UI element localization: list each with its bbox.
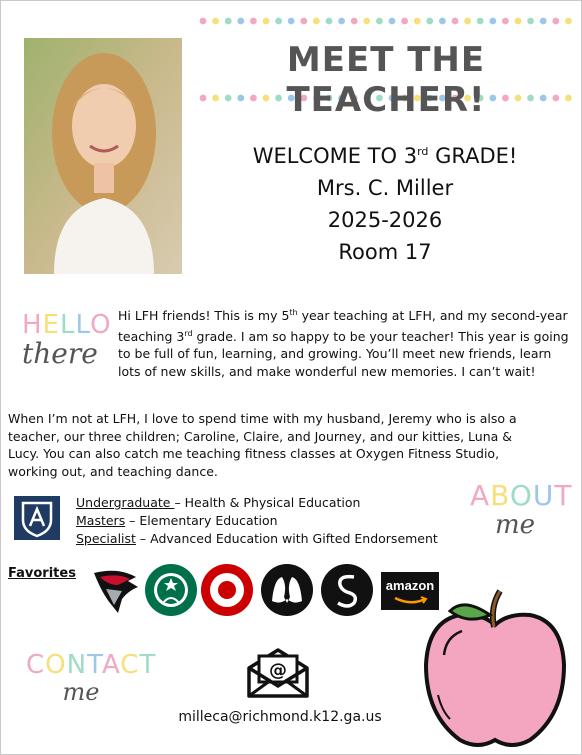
letter: T <box>554 479 573 512</box>
me-word: me <box>494 510 536 540</box>
amazon-wordmark: amazon <box>385 578 435 593</box>
decor-dot <box>414 18 421 25</box>
there-word: there <box>22 337 98 370</box>
education-list <box>76 494 486 548</box>
teacher-name: Mrs. C. Miller <box>316 176 454 200</box>
welcome-line: WELCOME TO 3rd GRADE! <box>252 144 518 168</box>
letter: C <box>120 650 140 680</box>
about-word <box>470 479 573 512</box>
decor-dot <box>300 18 307 25</box>
room-number: Room 17 <box>338 240 432 264</box>
contact-letters <box>26 650 156 680</box>
lululemon-logo <box>260 563 314 617</box>
decor-dot <box>250 18 257 25</box>
decor-dot <box>212 18 219 25</box>
me-word: me <box>62 678 100 706</box>
decor-dot <box>313 18 320 25</box>
decor-dot <box>489 18 496 25</box>
about-me-graphic <box>470 479 573 540</box>
decor-dot <box>275 18 282 25</box>
contact-word <box>26 650 157 680</box>
envelope-icon <box>245 648 311 698</box>
decor-dot <box>200 18 207 25</box>
decor-dot <box>502 18 509 25</box>
welcome-block <box>205 136 565 268</box>
decor-dot <box>263 18 270 25</box>
letter: E <box>42 310 60 340</box>
letter: A <box>101 650 121 680</box>
letter: L <box>75 310 91 340</box>
decor-dot <box>452 18 459 25</box>
education-item: Specialist – Advanced Education with Gifted Endorsement <box>76 531 438 546</box>
about-letters <box>470 479 573 512</box>
decor-dot <box>326 18 333 25</box>
personal-paragraph: When I’m not at LFH, I love to spend time with my husband, Jeremy who is also a teacher, our three children; Caroline, Claire, and Journey, and our kitties, Luna & Lucy. You can also catch me teaching fitness classes at Oxygen Fitness Studio, working out, and teaching dance. <box>8 411 517 479</box>
target-logo <box>200 563 254 617</box>
hello-word <box>22 310 112 340</box>
decor-dot <box>363 18 370 25</box>
letter: O <box>90 310 112 340</box>
decor-dot <box>527 18 534 25</box>
university-logo <box>14 496 60 540</box>
letter: U <box>532 479 555 512</box>
education-item: Undergraduate – Health & Physical Education <box>76 495 361 510</box>
decor-dot <box>565 18 572 25</box>
page-title: MEET THE TEACHER! <box>286 40 486 120</box>
decor-dot <box>464 18 471 25</box>
email-address[interactable]: milleca@richmond.k12.ga.us <box>178 709 382 725</box>
decor-dot <box>552 18 559 25</box>
hello-letters <box>22 310 112 340</box>
decor-dot <box>477 18 484 25</box>
decor-dot <box>515 18 522 25</box>
hello-there-graphic <box>22 310 112 368</box>
letter: A <box>470 479 491 512</box>
letter: L <box>60 310 76 340</box>
contact-me-graphic <box>26 650 157 706</box>
letter: B <box>490 479 510 512</box>
letter: O <box>509 479 533 512</box>
decor-dot <box>351 18 358 25</box>
school-year: 2025-2026 <box>327 208 443 232</box>
dots-top <box>198 16 574 26</box>
decor-dot <box>225 18 232 25</box>
letter: T <box>87 650 102 680</box>
letter: H <box>22 310 43 340</box>
letter: T <box>139 650 157 680</box>
decor-dot <box>401 18 408 25</box>
favorites-label: Favorites <box>8 566 76 581</box>
svg-text:@: @ <box>269 660 287 681</box>
decor-dot <box>439 18 446 25</box>
teacher-photo <box>24 38 182 274</box>
decor-dot <box>376 18 383 25</box>
intro-paragraph: Hi LFH friends! This is my 5th year teaching at LFH, and my second-year teaching 3rd grade. I am so happy to be your teacher! This year is going to be full of fun, learning, and growing. You’ll meet new friends, learn lots of new skills, and make wonderful new memories. I can’t wait! <box>118 308 569 379</box>
decor-dot <box>338 18 345 25</box>
decor-dot <box>288 18 295 25</box>
letter: O <box>45 650 67 680</box>
decor-dot <box>426 18 433 25</box>
starbucks-logo <box>144 563 198 617</box>
sephora-logo <box>320 563 374 617</box>
apple-icon <box>420 585 570 750</box>
falcons-logo <box>88 563 142 617</box>
decor-dot <box>540 18 547 25</box>
education-item: Masters – Elementary Education <box>76 513 278 528</box>
letter: C <box>26 650 46 680</box>
decor-dot <box>389 18 396 25</box>
letter: N <box>66 650 88 680</box>
decor-dot <box>237 18 244 25</box>
